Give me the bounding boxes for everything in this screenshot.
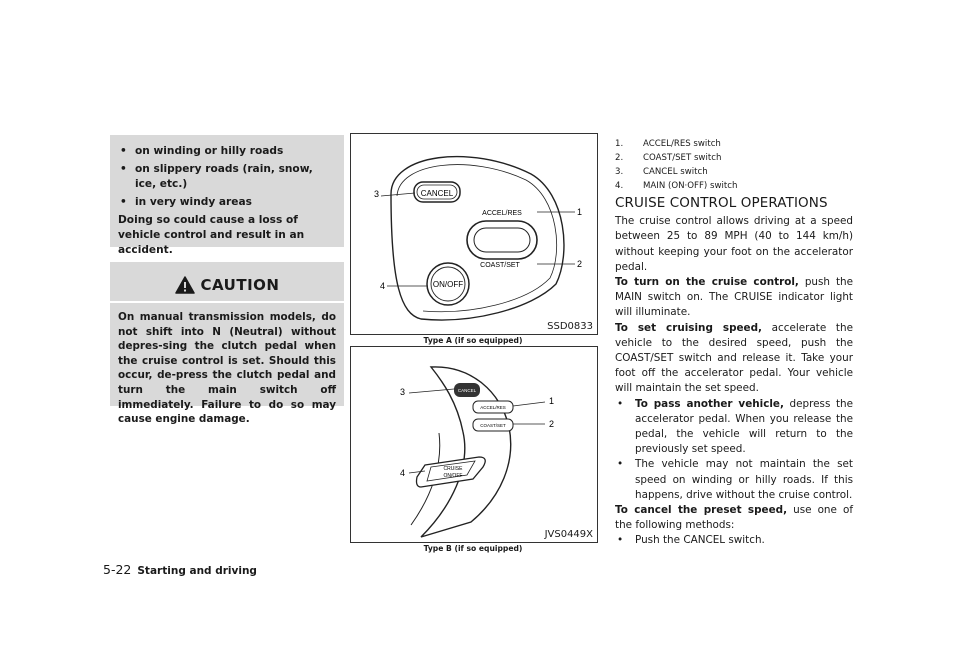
figure-type-a <box>350 133 598 335</box>
turn-on-paragraph: To turn on the cruise control, push the MAIN switch on. The CRUISE indicator light will illuminate. <box>615 276 853 319</box>
warning-list <box>118 144 335 210</box>
list-item: • on slippery roads (rain, snow, ice, etc.) <box>120 163 313 190</box>
warning-box <box>110 135 344 256</box>
hilly-bullet: • The vehicle may not maintain the set speed on winding or hilly roads. If this happens, drive without the cruise control. <box>617 458 853 501</box>
section-title: Starting and driving <box>137 565 257 577</box>
set-speed-paragraph: To set cruising speed, accelerate the vehicle to the desired speed, push the COAST/SET switch and release it. Take your foot off the accelerator pedal. Your vehicle will maintain the set speed. <box>615 321 853 395</box>
list-item: • in very windy areas <box>120 196 252 208</box>
cancel-label: CANCEL <box>420 189 454 198</box>
figure-type-b <box>350 346 598 543</box>
warning-triangle-icon <box>175 276 195 294</box>
callout-3: 3 <box>400 387 406 397</box>
callout-4: 4 <box>380 281 386 291</box>
figure-code: SSD0833 <box>547 321 593 332</box>
callout-1: 1 <box>577 207 583 217</box>
callout-1: 1 <box>549 396 555 406</box>
caution-text: On manual transmission models, do not shift into N (Neutral) without depres-sing the clutch pedal when the cruise control is set. Should this occur, de-press the clutch pedal and turn the main switch off immediately. Failure to do so may cause engine damage. <box>118 311 336 426</box>
cancel-method-bullet: • Push the CANCEL switch. <box>617 534 765 547</box>
switch-legend <box>615 137 853 193</box>
steering-switch-b-illustration <box>351 347 597 542</box>
pass-bullet: • To pass another vehicle, depress the accelerator pedal. When you release the pedal, the vehicle will return to the previously set speed. <box>617 397 853 456</box>
right-column <box>615 137 853 549</box>
caution-box <box>110 262 344 426</box>
onoff-label: ON/OFF <box>443 473 463 479</box>
section-heading: CRUISE CONTROL OPERATIONS <box>615 195 828 211</box>
page-number: 5-22 <box>103 562 132 577</box>
callout-3: 3 <box>374 189 380 199</box>
cancel-label: CANCEL <box>457 388 477 393</box>
list-item: 2. COAST/SET switch <box>615 153 722 163</box>
cancel-paragraph: To cancel the preset speed, use one of the following methods: <box>615 504 853 532</box>
list-item: 3. CANCEL switch <box>615 167 708 177</box>
callout-4: 4 <box>400 468 406 478</box>
page-footer <box>103 562 257 577</box>
intro-paragraph: The cruise control allows driving at a speed between 25 to 89 MPH (40 to 144 km/h) without keeping your foot on the accelerator pedal. <box>615 215 853 273</box>
list-item: 4. MAIN (ON·OFF) switch <box>615 181 738 191</box>
steering-switch-a-illustration <box>351 134 597 334</box>
list-item: 1. ACCEL/RES switch <box>615 139 721 149</box>
callout-2: 2 <box>549 419 555 429</box>
accel-label: ACCEL/RES <box>480 405 506 410</box>
cruise-label: CRUISE <box>443 466 463 472</box>
onoff-label: ON/OFF <box>432 280 464 289</box>
caution-label: CAUTION <box>200 275 280 294</box>
figure-code: JVS0449X <box>544 529 593 540</box>
accel-label: ACCEL/RES <box>482 210 522 217</box>
list-item: • on winding or hilly roads <box>120 145 284 157</box>
warning-text: Doing so could cause a loss of vehicle control and result in an accident. <box>118 214 305 256</box>
caution-header <box>110 268 344 301</box>
coast-label: COAST/SET <box>480 423 506 428</box>
callout-2: 2 <box>577 259 583 269</box>
figure-caption: Type A (if so equipped) <box>423 336 523 345</box>
coast-label: COAST/SET <box>480 262 520 269</box>
figure-caption: Type B (if so equipped) <box>423 544 523 553</box>
